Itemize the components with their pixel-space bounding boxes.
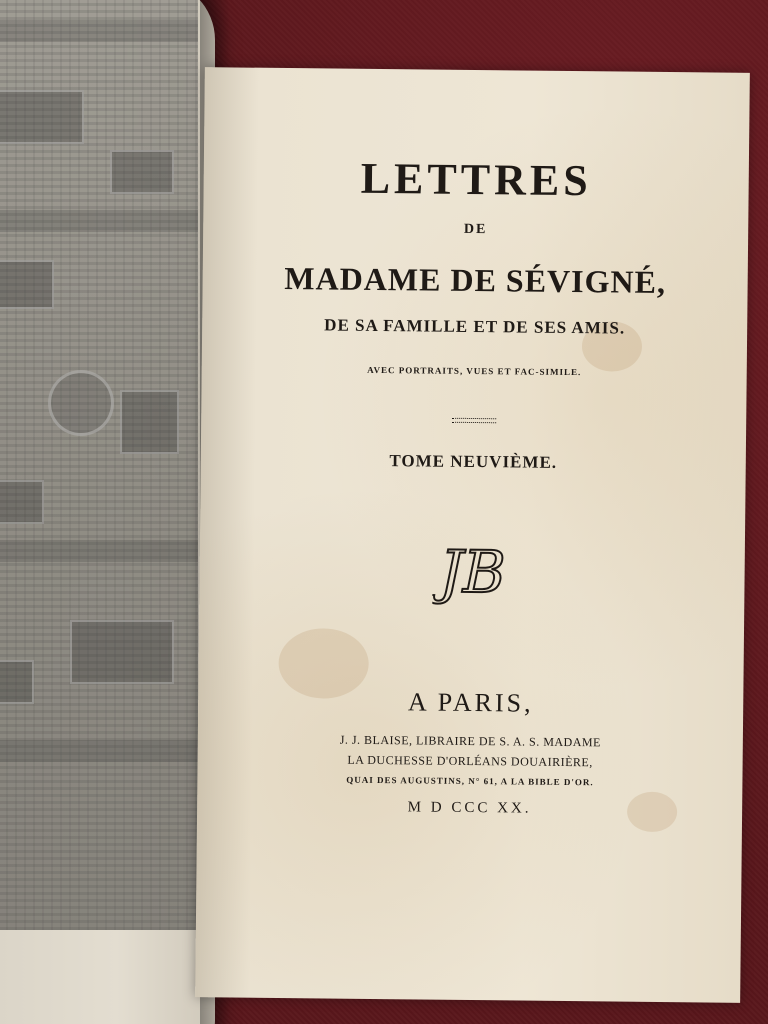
publication-year: M D CCC XX. (407, 799, 532, 817)
plate-window (0, 260, 54, 309)
plate-band (0, 740, 198, 762)
volume-label: TOME NEUVIÈME. (389, 451, 558, 472)
illustrations-note: AVEC PORTRAITS, VUES ET FAC-SIMILE. (367, 364, 582, 378)
monogram-glyph: JB (438, 537, 506, 607)
plate-window (0, 480, 44, 524)
plate-band (0, 20, 198, 42)
imprint-city: A PARIS, (407, 687, 534, 718)
monogram-icon (432, 532, 513, 613)
book-subtitle: DE SA FAMILLE ET DE SES AMIS. (324, 315, 626, 338)
plate-medallion (48, 370, 114, 436)
imprint-line-2: LA DUCHESSE D'ORLÉANS DOUAIRIÈRE, (347, 752, 593, 770)
plate-window (110, 150, 174, 194)
plate-window (120, 390, 179, 454)
plate-window (70, 620, 174, 684)
title-page (195, 67, 750, 1003)
ornamental-rule (201, 407, 746, 421)
engraved-plate (0, 0, 198, 930)
left-page-engraving (0, 0, 215, 1024)
imprint-line-3: QUAI DES AUGUSTINS, N° 61, A LA BIBLE D'OR. (346, 774, 594, 788)
publisher-monogram (199, 529, 745, 615)
plate-window (0, 90, 84, 144)
plate-band (0, 210, 198, 232)
plate-band (0, 540, 198, 562)
title-de: DE (463, 221, 488, 238)
book-title: LETTRES (360, 153, 592, 206)
author-name: MADAME DE SÉVIGNÉ, (284, 260, 667, 301)
imprint-line-1: J. J. BLAISE, LIBRAIRE DE S. A. S. MADAME (339, 732, 602, 750)
plate-window (0, 660, 34, 704)
